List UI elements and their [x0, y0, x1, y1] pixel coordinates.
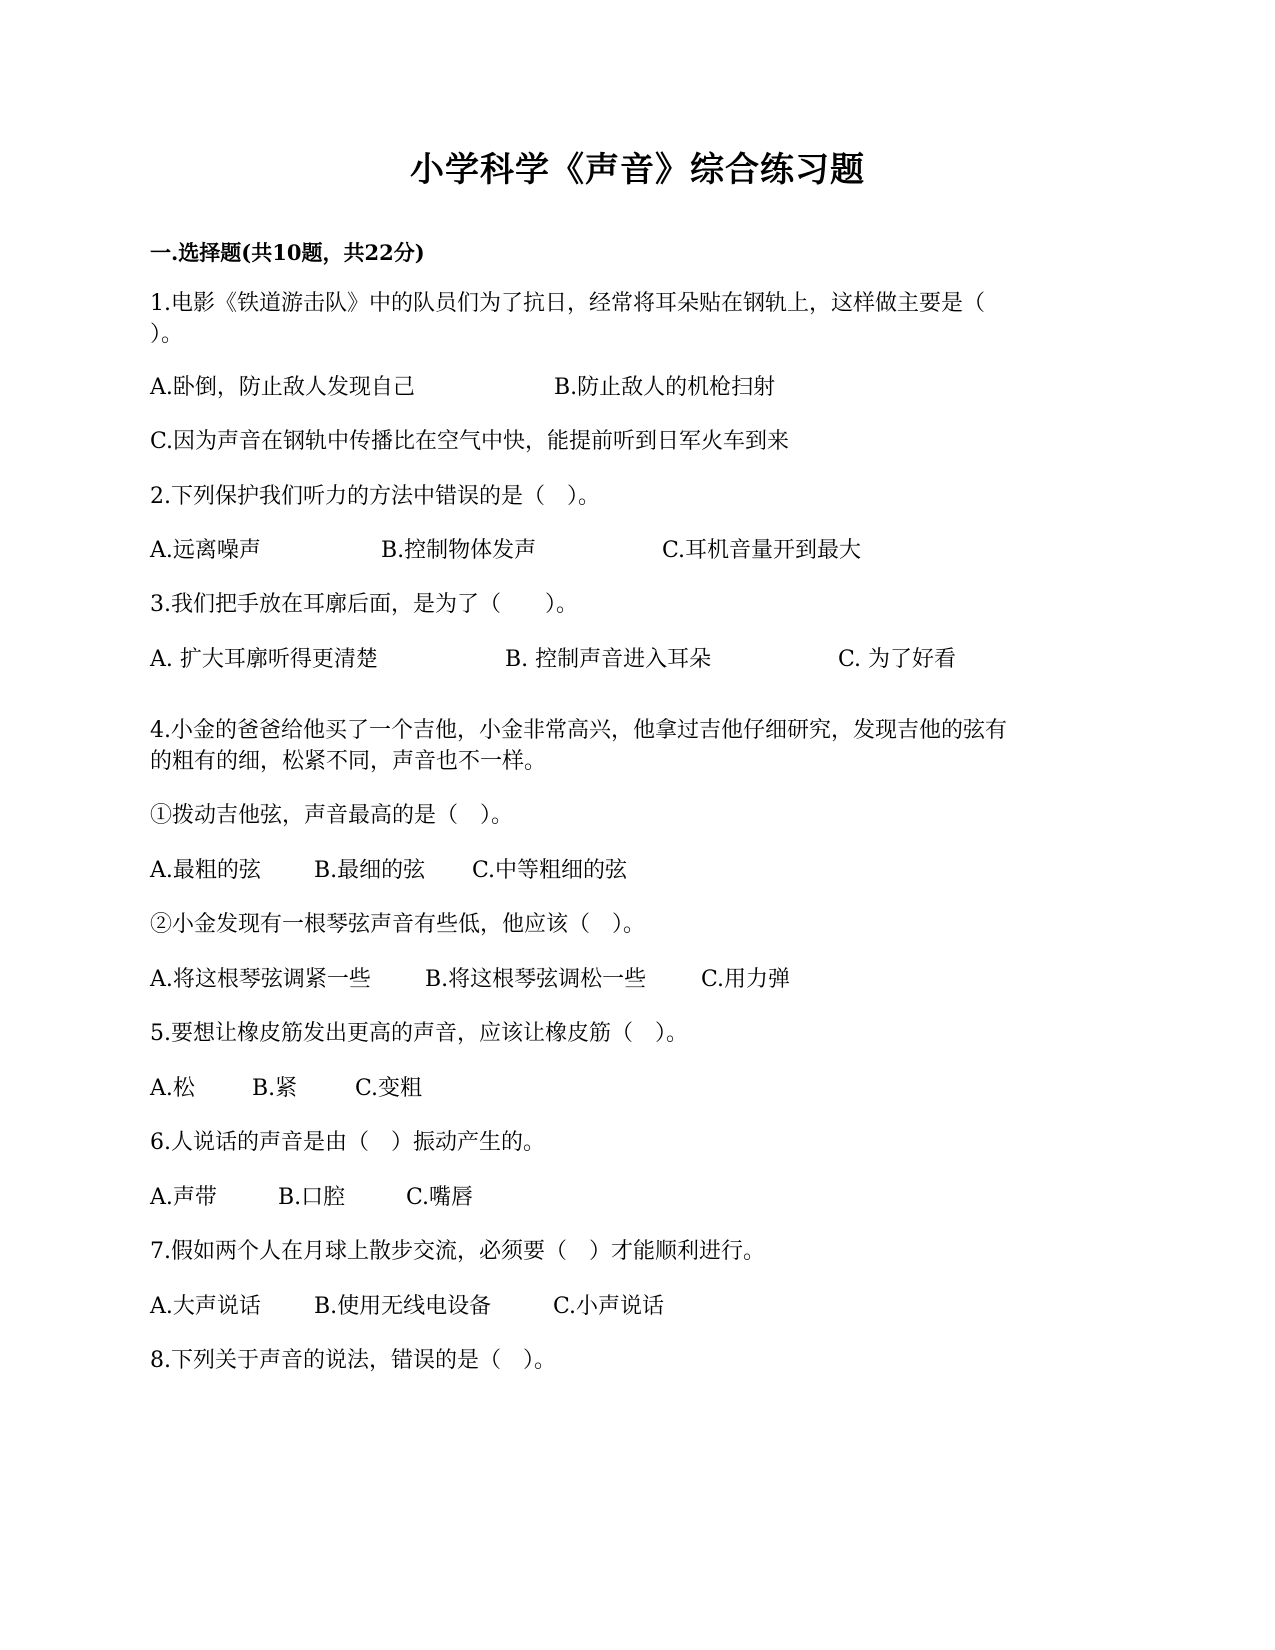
question-4-sub-1-option-a: A.最粗的弦: [150, 858, 261, 883]
question-7-option-a: A.大声说话: [150, 1294, 261, 1319]
question-1-option-a: A.卧倒，防止敌人发现自己: [150, 375, 415, 400]
question-4-sub-2-option-b: B.将这根琴弦调松一些: [425, 967, 647, 992]
question-8-stem: 8.下列关于声音的说法，错误的是（ ）。: [150, 1348, 556, 1373]
question-4-sub-1-option-c: C.中等粗细的弦: [472, 858, 628, 883]
question-7-stem: 7.假如两个人在月球上散步交流，必须要（ ）才能顺利进行。: [150, 1239, 765, 1264]
question-1-stem-line-1: 1.电影《铁道游击队》中的队员们为了抗日，经常将耳朵贴在钢轨上，这样做主要是（: [150, 291, 985, 316]
question-3-stem: 3.我们把手放在耳廓后面，是为了（ ）。: [150, 592, 578, 617]
question-7-option-b: B.使用无线电设备: [314, 1294, 492, 1319]
question-2-option-c: C.耳机音量开到最大: [662, 538, 862, 563]
question-6-option-c: C.嘴唇: [406, 1185, 474, 1210]
question-5-option-c: C.变粗: [355, 1076, 423, 1101]
question-1-option-c: C.因为声音在钢轨中传播比在空气中快，能提前听到日军火车到来: [150, 429, 790, 454]
question-3-option-b: B. 控制声音进入耳朵: [505, 647, 712, 672]
question-4-sub-2-option-a: A.将这根琴弦调紧一些: [150, 967, 371, 992]
question-5-stem: 5.要想让橡皮筋发出更高的声音，应该让橡皮筋（ ）。: [150, 1021, 688, 1046]
question-2-option-b: B.控制物体发声: [381, 538, 537, 563]
question-6-option-a: A.声带: [150, 1185, 217, 1210]
question-4-sub-1-option-b: B.最细的弦: [314, 858, 426, 883]
question-4-sub-2-option-c: C.用力弹: [701, 967, 791, 992]
question-1-option-b: B.防止敌人的机枪扫射: [554, 375, 776, 400]
page-title: 小学科学《声音》综合练习题: [410, 150, 865, 190]
question-2-option-a: A.远离噪声: [150, 538, 261, 563]
question-4-sub-1-stem: ①拨动吉他弦，声音最高的是（ ）。: [150, 803, 514, 828]
question-6-stem: 6.人说话的声音是由（ ）振动产生的。: [150, 1130, 545, 1155]
question-4-sub-2-stem: ②小金发现有一根琴弦声音有些低，他应该（ ）。: [150, 912, 646, 937]
question-1-stem-line-2: ）。: [150, 322, 184, 347]
question-4-stem-line-1: 4.小金的爸爸给他买了一个吉他，小金非常高兴，他拿过吉他仔细研究，发现吉他的弦有: [150, 718, 1007, 743]
question-4-stem-line-2: 的粗有的细，松紧不同，声音也不一样。: [150, 749, 547, 774]
question-2-stem: 2.下列保护我们听力的方法中错误的是（ ）。: [150, 484, 600, 509]
question-3-option-a: A. 扩大耳廓听得更清楚: [150, 647, 378, 672]
question-3-option-c: C. 为了好看: [838, 647, 957, 672]
question-7-option-c: C.小声说话: [553, 1294, 665, 1319]
question-5-option-a: A.松: [150, 1076, 195, 1101]
question-5-option-b: B.紧: [252, 1076, 298, 1101]
section-heading: 一.选择题(共10题，共22分): [150, 240, 425, 265]
question-6-option-b: B.口腔: [278, 1185, 346, 1210]
